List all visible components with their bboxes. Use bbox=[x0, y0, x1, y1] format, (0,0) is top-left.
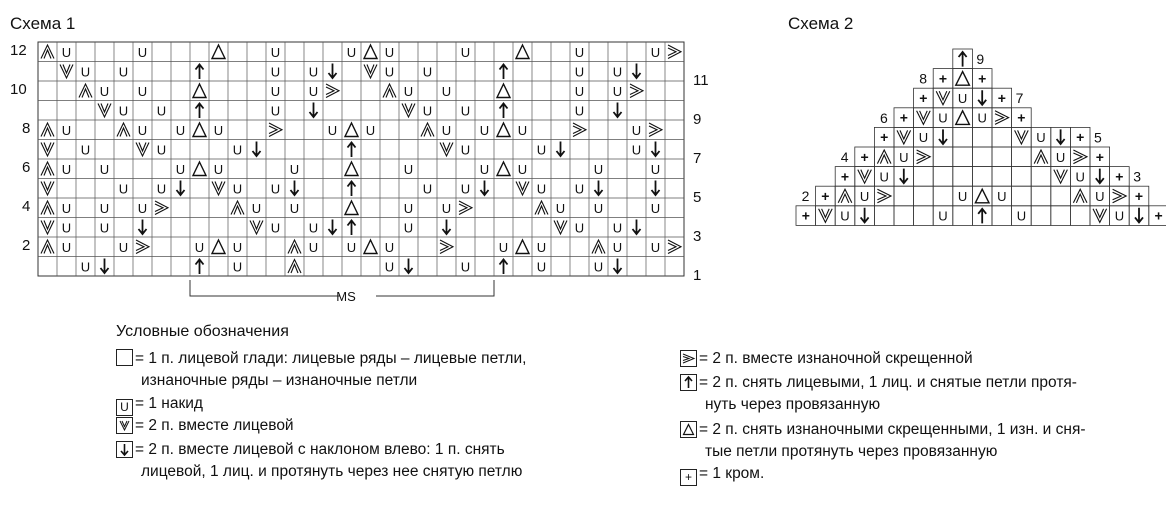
svg-text:U: U bbox=[270, 181, 281, 197]
svg-text:U: U bbox=[384, 259, 395, 275]
svg-text:+: + bbox=[1115, 168, 1124, 185]
stitch-symbol-down bbox=[978, 90, 986, 105]
svg-text:U: U bbox=[232, 259, 243, 275]
svg-text:U: U bbox=[213, 161, 224, 177]
svg-text:U: U bbox=[977, 110, 987, 126]
svg-text:+: + bbox=[821, 188, 830, 204]
stitch-symbol-V bbox=[1054, 170, 1068, 184]
triangle-icon bbox=[680, 421, 697, 438]
ssk-icon bbox=[116, 441, 133, 458]
svg-text:U: U bbox=[957, 91, 968, 106]
scheme2-row-number: 6 bbox=[880, 109, 888, 126]
stitch-symbol-down bbox=[900, 169, 908, 184]
svg-text:U: U bbox=[555, 200, 566, 216]
svg-text:U: U bbox=[137, 200, 148, 216]
svg-text:U: U bbox=[99, 220, 110, 236]
legend-item-triangle: = 2 п. снять изнаночными скрещенными, 1 изн. и сня- тые петли протянуть через провязанную bbox=[680, 419, 1086, 463]
svg-text:U: U bbox=[460, 181, 471, 197]
svg-text:U: U bbox=[918, 130, 929, 146]
legend-title: Условные обозначения bbox=[116, 323, 289, 340]
stitch-symbol-A bbox=[288, 260, 301, 274]
stitch-symbol-U bbox=[978, 111, 987, 126]
legend-item-yarn-over: U = 1 накид bbox=[116, 393, 203, 416]
sk2p-icon bbox=[680, 374, 697, 391]
scheme2-title: Схема 2 bbox=[788, 14, 854, 33]
stitch-symbol-down bbox=[861, 208, 869, 223]
svg-text:U: U bbox=[327, 122, 338, 138]
ms-label: MS bbox=[336, 289, 356, 304]
stitch-symbol-+ bbox=[821, 188, 829, 204]
stitch-symbol-V bbox=[1015, 130, 1029, 144]
row-number: 6 bbox=[22, 159, 31, 176]
row-number: 1 bbox=[693, 266, 702, 284]
stitch-symbol-down bbox=[1057, 129, 1065, 144]
legend-item-k2tog: = 2 п. вместе лицевой bbox=[116, 415, 294, 437]
svg-text:U: U bbox=[156, 181, 167, 197]
svg-text:U: U bbox=[384, 64, 395, 80]
svg-text:U: U bbox=[498, 239, 509, 255]
stitch-symbol-R bbox=[995, 111, 1009, 125]
svg-text:U: U bbox=[422, 103, 433, 119]
stitch-symbol-U bbox=[62, 240, 71, 255]
svg-text:U: U bbox=[479, 122, 490, 138]
legend-item-sk2p: = 2 п. снять лицевыми, 1 лиц. и снятые петли протя- нуть через провязанную bbox=[680, 372, 1077, 416]
stitch-symbol-U bbox=[594, 259, 603, 274]
svg-text:+: + bbox=[919, 90, 928, 106]
svg-text:+: + bbox=[880, 129, 889, 146]
svg-text:U: U bbox=[270, 64, 281, 80]
svg-text:U: U bbox=[118, 64, 129, 80]
svg-text:U: U bbox=[859, 189, 870, 204]
stitch-symbol-T bbox=[956, 72, 970, 86]
svg-text:U: U bbox=[346, 44, 357, 60]
svg-text:U: U bbox=[384, 239, 395, 255]
k2tog-icon bbox=[116, 417, 133, 434]
row-number: 11 bbox=[693, 71, 709, 89]
stitch-symbol-U bbox=[461, 259, 470, 274]
legend-item-edge: + = 1 кром. bbox=[680, 463, 764, 486]
svg-text:U: U bbox=[631, 122, 642, 138]
svg-text:U: U bbox=[441, 122, 452, 138]
svg-text:U: U bbox=[536, 181, 547, 197]
svg-text:+: + bbox=[1017, 109, 1026, 126]
svg-text:U: U bbox=[517, 161, 528, 177]
stitch-symbol-V bbox=[897, 130, 911, 144]
svg-text:U: U bbox=[593, 161, 604, 177]
scheme2-row-number: 8 bbox=[919, 70, 927, 87]
svg-text:U: U bbox=[175, 122, 186, 138]
svg-text:U: U bbox=[118, 181, 129, 197]
stitch-symbol-T bbox=[364, 240, 377, 254]
svg-text:U: U bbox=[61, 239, 72, 255]
svg-text:U: U bbox=[175, 161, 186, 177]
svg-text:U: U bbox=[574, 83, 585, 99]
stitch-symbol-+ bbox=[1115, 168, 1123, 184]
svg-text:U: U bbox=[61, 161, 72, 177]
stitch-symbol-up bbox=[500, 260, 508, 275]
stitch-symbol-U bbox=[919, 130, 928, 145]
stitch-symbol-+ bbox=[861, 149, 869, 165]
stitch-symbol-T bbox=[212, 240, 225, 254]
svg-text:U: U bbox=[650, 200, 661, 216]
stitch-symbol-U bbox=[958, 91, 967, 106]
svg-text:U: U bbox=[517, 122, 528, 138]
stitch-symbol-U bbox=[499, 240, 508, 255]
stitch-symbol-+ bbox=[900, 110, 908, 126]
stitch-symbol-U bbox=[1056, 150, 1065, 165]
svg-text:U: U bbox=[365, 122, 376, 138]
svg-text:U: U bbox=[612, 239, 623, 255]
svg-text:U: U bbox=[441, 200, 452, 216]
svg-text:U: U bbox=[612, 220, 623, 236]
svg-text:U: U bbox=[957, 189, 968, 204]
svg-text:U: U bbox=[1095, 189, 1105, 204]
svg-text:U: U bbox=[270, 83, 281, 99]
stitch-symbol-R bbox=[440, 240, 453, 254]
svg-text:U: U bbox=[232, 142, 243, 158]
svg-text:U: U bbox=[270, 44, 281, 60]
svg-text:+: + bbox=[860, 148, 869, 165]
stitch-symbol-U bbox=[938, 209, 947, 224]
svg-text:U: U bbox=[289, 200, 300, 216]
scheme2-grid bbox=[0, 0, 1166, 240]
legend-item-stockinette: = 1 п. лицевой глади: лицевые ряды – лицевые петли, изнаночные ряды – изнаночные петли bbox=[116, 348, 526, 392]
stitch-symbol-A bbox=[1034, 150, 1048, 164]
stitch-symbol-U bbox=[119, 240, 128, 255]
svg-text:+: + bbox=[1154, 207, 1163, 224]
row-number: 4 bbox=[22, 198, 31, 215]
stitch-symbol-T bbox=[516, 240, 529, 254]
stitch-symbol-down bbox=[939, 129, 947, 144]
legend-item-p2tbl: = 2 п. вместе изнаночной скрещенной bbox=[680, 348, 973, 370]
svg-text:U: U bbox=[137, 83, 148, 99]
stitch-symbol-U bbox=[233, 259, 242, 274]
svg-text:U: U bbox=[612, 83, 623, 99]
svg-text:+: + bbox=[801, 207, 810, 224]
svg-text:U: U bbox=[593, 259, 604, 275]
svg-text:U: U bbox=[840, 208, 850, 224]
stitch-symbol-U bbox=[651, 240, 660, 255]
svg-text:U: U bbox=[61, 44, 72, 60]
svg-text:U: U bbox=[80, 259, 91, 275]
stitch-symbol-U bbox=[81, 259, 90, 274]
svg-text:U: U bbox=[251, 200, 262, 216]
svg-text:U: U bbox=[213, 122, 224, 138]
yarn-over-icon: U bbox=[116, 399, 133, 416]
stitch-symbol-+ bbox=[841, 168, 849, 184]
scheme2-row-number: 3 bbox=[1133, 168, 1141, 185]
stitch-symbol-U bbox=[958, 189, 967, 204]
stitch-symbol-U bbox=[309, 240, 318, 255]
stitch-symbol-R bbox=[136, 240, 149, 254]
stitch-symbol-U bbox=[537, 240, 546, 255]
svg-text:U: U bbox=[460, 44, 471, 60]
svg-text:U: U bbox=[574, 220, 585, 236]
scheme2-row-number: 2 bbox=[801, 188, 810, 205]
svg-text:U: U bbox=[899, 149, 909, 165]
svg-text:U: U bbox=[422, 181, 433, 197]
stitch-symbol-down bbox=[101, 259, 109, 274]
stitch-symbol-U bbox=[1076, 169, 1085, 184]
stitch-symbol-up bbox=[978, 209, 986, 224]
svg-text:U: U bbox=[61, 200, 72, 216]
svg-text:U: U bbox=[156, 142, 167, 158]
stitch-symbol-down bbox=[405, 259, 413, 274]
svg-text:U: U bbox=[938, 110, 948, 126]
svg-text:U: U bbox=[403, 161, 414, 177]
stitch-symbol-up bbox=[196, 260, 204, 275]
row-number: 9 bbox=[693, 110, 702, 128]
svg-text:U: U bbox=[1055, 149, 1066, 165]
stitch-symbol-R bbox=[1073, 150, 1087, 164]
scheme1-title: Схема 1 bbox=[10, 14, 76, 33]
svg-text:U: U bbox=[997, 189, 1007, 204]
legend-item-ssk: = 2 п. вместе лицевой с наклоном влево: 1 п. снять лицевой, 1 лиц. и протянуть через нее снятую петлю bbox=[116, 439, 522, 483]
stitch-symbol-U bbox=[385, 259, 394, 274]
stitch-symbol-U bbox=[1017, 209, 1026, 224]
svg-text:U: U bbox=[536, 239, 547, 255]
stitch-symbol-U bbox=[613, 240, 622, 255]
row-number: 3 bbox=[693, 227, 702, 245]
svg-text:U: U bbox=[61, 122, 72, 138]
stitch-symbol-R bbox=[917, 150, 931, 164]
svg-text:U: U bbox=[574, 44, 585, 60]
stitch-symbol-+ bbox=[880, 129, 888, 145]
svg-text:U: U bbox=[612, 64, 623, 80]
svg-text:+: + bbox=[1134, 188, 1144, 204]
stitch-symbol-U bbox=[997, 189, 1006, 204]
scheme2-row-number: 7 bbox=[1015, 90, 1024, 107]
stitch-symbol-up bbox=[959, 52, 967, 67]
stitch-symbol-+ bbox=[1076, 129, 1084, 145]
stitch-symbol-A bbox=[877, 150, 891, 164]
svg-text:U: U bbox=[422, 64, 433, 80]
svg-text:U: U bbox=[308, 220, 319, 236]
svg-text:U: U bbox=[574, 181, 585, 197]
svg-text:U: U bbox=[593, 200, 604, 216]
row-number: 8 bbox=[22, 120, 31, 137]
stitch-symbol-U bbox=[1115, 209, 1124, 224]
svg-text:U: U bbox=[1036, 130, 1046, 146]
svg-text:U: U bbox=[441, 83, 452, 99]
svg-text:U: U bbox=[308, 83, 319, 99]
stitch-symbol-+ bbox=[1017, 110, 1025, 126]
stitch-symbol-+ bbox=[1155, 208, 1163, 224]
svg-text:U: U bbox=[403, 200, 414, 216]
stitch-symbol-+ bbox=[1135, 188, 1143, 204]
stitch-symbol-U bbox=[537, 259, 546, 274]
stitch-symbol-A bbox=[41, 240, 54, 254]
stitch-symbol-V bbox=[858, 170, 872, 184]
stitch-symbol-U bbox=[347, 240, 356, 255]
stitch-symbol-U bbox=[1036, 130, 1045, 145]
svg-text:+: + bbox=[997, 90, 1006, 106]
row-number: 10 bbox=[10, 81, 27, 98]
scheme2-row-number: 4 bbox=[840, 149, 849, 165]
stitch-symbol-U bbox=[938, 111, 947, 126]
stitch-symbol-R bbox=[877, 189, 891, 203]
stitch-symbol-R bbox=[668, 240, 681, 254]
svg-text:U: U bbox=[479, 161, 490, 177]
svg-text:U: U bbox=[1114, 208, 1125, 224]
stitch-symbol-down bbox=[1096, 169, 1104, 184]
svg-text:U: U bbox=[156, 103, 167, 119]
svg-text:U: U bbox=[879, 169, 889, 185]
stitch-symbol-U bbox=[880, 169, 889, 184]
stitch-symbol-U bbox=[385, 240, 394, 255]
svg-text:U: U bbox=[403, 83, 414, 99]
svg-text:U: U bbox=[137, 44, 148, 60]
stitch-symbol-V bbox=[936, 91, 950, 105]
stitch-symbol-+ bbox=[919, 90, 927, 106]
stitch-symbol-U bbox=[1095, 189, 1104, 204]
svg-text:U: U bbox=[536, 142, 547, 158]
p2tbl-icon bbox=[680, 350, 697, 367]
svg-text:U: U bbox=[650, 161, 661, 177]
svg-text:U: U bbox=[308, 64, 319, 80]
svg-text:U: U bbox=[631, 142, 642, 158]
svg-text:U: U bbox=[232, 239, 243, 255]
svg-text:+: + bbox=[978, 70, 987, 87]
svg-text:U: U bbox=[99, 83, 110, 99]
svg-text:U: U bbox=[80, 64, 91, 80]
stitch-symbol-T bbox=[956, 111, 970, 125]
svg-text:U: U bbox=[574, 103, 585, 119]
svg-text:U: U bbox=[270, 220, 281, 236]
svg-text:+: + bbox=[840, 168, 850, 185]
svg-text:U: U bbox=[1016, 208, 1027, 224]
stitch-symbol-+ bbox=[939, 70, 947, 86]
svg-text:U: U bbox=[99, 200, 110, 216]
scheme2-row-number: 9 bbox=[976, 51, 985, 67]
stitch-symbol-+ bbox=[978, 70, 986, 86]
stitch-symbol-U bbox=[840, 209, 849, 224]
svg-text:U: U bbox=[938, 208, 948, 224]
stitch-symbol-A bbox=[288, 240, 301, 254]
stitch-symbol-T bbox=[975, 189, 989, 203]
stitch-symbol-+ bbox=[1096, 149, 1104, 165]
svg-text:U: U bbox=[650, 44, 661, 60]
svg-text:U: U bbox=[137, 122, 148, 138]
stitch-symbol-A bbox=[1073, 189, 1087, 203]
svg-text:U: U bbox=[460, 103, 471, 119]
stitch-symbol-U bbox=[195, 240, 204, 255]
svg-text:U: U bbox=[1075, 169, 1085, 185]
svg-text:U: U bbox=[346, 239, 357, 255]
svg-text:+: + bbox=[899, 109, 908, 126]
row-number: 2 bbox=[22, 237, 31, 254]
stitch-symbol-A bbox=[838, 189, 852, 203]
svg-text:U: U bbox=[460, 142, 471, 158]
svg-text:U: U bbox=[99, 161, 110, 177]
svg-text:U: U bbox=[61, 220, 72, 236]
svg-text:U: U bbox=[403, 220, 414, 236]
row-number: 7 bbox=[693, 149, 702, 167]
svg-text:U: U bbox=[384, 44, 395, 60]
stitch-symbol-U bbox=[860, 189, 869, 204]
svg-text:U: U bbox=[118, 239, 129, 255]
svg-text:U: U bbox=[194, 239, 205, 255]
stitch-symbol-U bbox=[899, 150, 908, 165]
row-number: 12 bbox=[10, 42, 27, 59]
empty-cell-icon bbox=[116, 349, 133, 366]
svg-text:U: U bbox=[270, 103, 281, 119]
svg-text:U: U bbox=[536, 259, 547, 275]
svg-text:U: U bbox=[308, 239, 319, 255]
svg-text:U: U bbox=[460, 259, 471, 275]
svg-text:U: U bbox=[118, 103, 129, 119]
svg-text:+: + bbox=[1095, 148, 1104, 165]
stitch-symbol-U bbox=[233, 240, 242, 255]
row-number: 5 bbox=[693, 188, 702, 206]
svg-text:U: U bbox=[289, 161, 300, 177]
stitch-symbol-+ bbox=[802, 208, 810, 224]
svg-text:+: + bbox=[938, 70, 948, 87]
stitch-symbol-down bbox=[1135, 208, 1143, 223]
stitch-symbol-down bbox=[614, 259, 622, 274]
svg-text:U: U bbox=[232, 181, 243, 197]
svg-text:+: + bbox=[1076, 129, 1085, 146]
stitch-symbol-+ bbox=[998, 90, 1006, 106]
stitch-symbol-V bbox=[1093, 209, 1107, 223]
svg-text:U: U bbox=[650, 239, 661, 255]
stitch-symbol-R bbox=[1113, 189, 1127, 203]
scheme2-row-number: 5 bbox=[1094, 129, 1102, 146]
stitch-symbol-V bbox=[917, 111, 931, 125]
stitch-symbol-A bbox=[592, 240, 605, 254]
plus-icon: + bbox=[680, 469, 697, 486]
svg-text:U: U bbox=[574, 64, 585, 80]
stitch-symbol-V bbox=[819, 209, 833, 223]
svg-text:U: U bbox=[80, 142, 91, 158]
